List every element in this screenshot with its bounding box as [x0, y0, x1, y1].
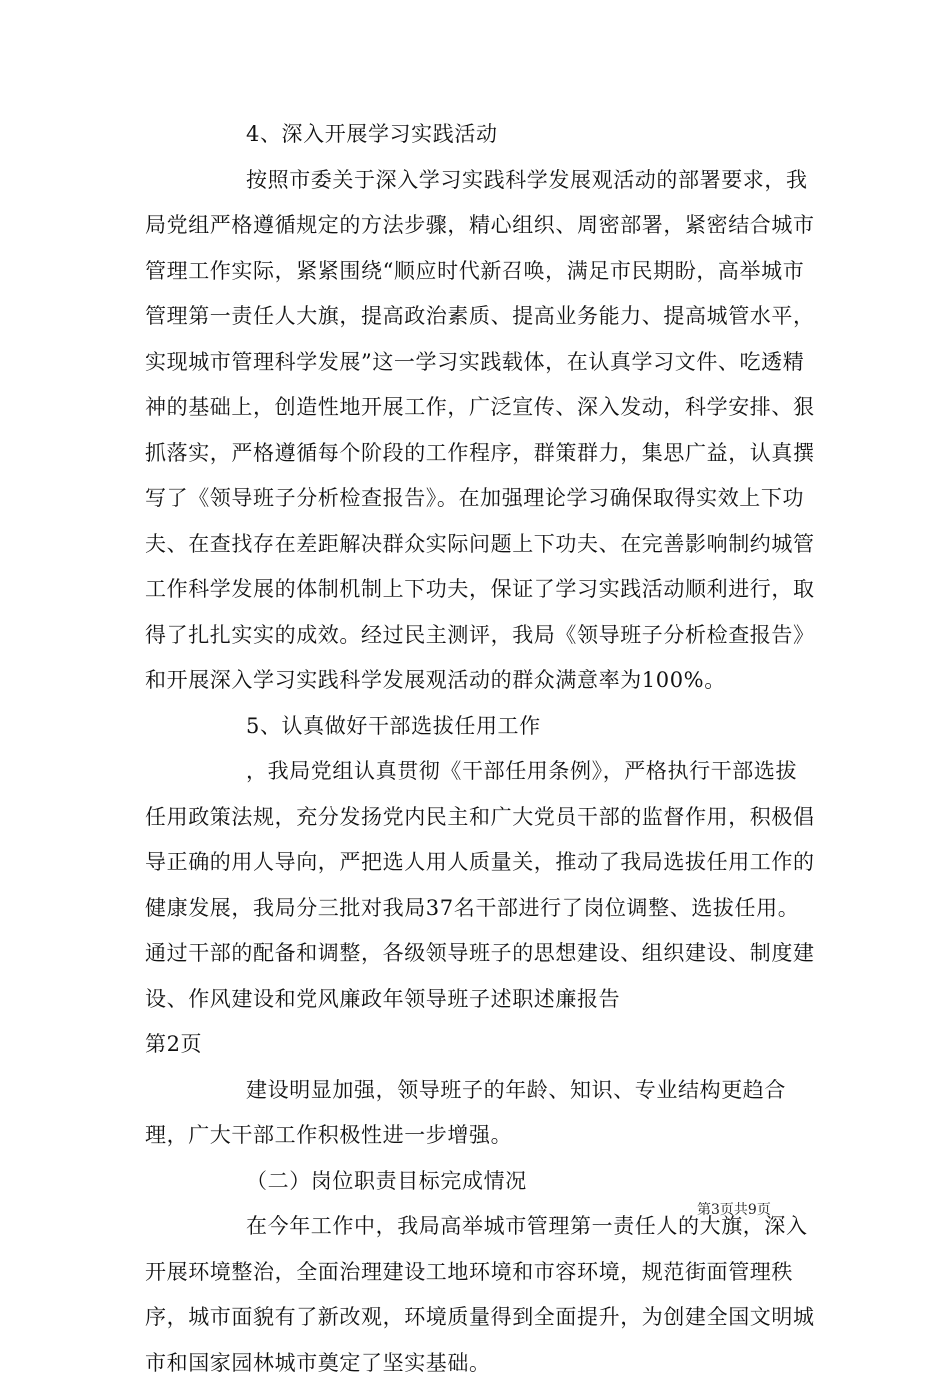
section-heading-2: （二）岗位职责目标完成情况 — [246, 1168, 527, 1193]
section-heading-5: 5、认真做好干部选拔任用工作 — [246, 713, 541, 738]
section-heading-4: 4、深入开展学习实践活动 — [246, 122, 498, 146]
document-body — [145, 112, 815, 1386]
page-number-footer: 第3页共9页 — [697, 1202, 771, 1218]
paragraph-team-building: 建设明显加强，领导班子的年龄、知识、专业结构更趋合理，广大干部工作积极性进一步增强。 — [145, 1077, 786, 1147]
inline-page-label: 第2页 — [145, 1032, 203, 1056]
paragraph-study-practice: 按照市委关于深入学习实践科学发展观活动的部署要求，我局党组严格遵循规定的方法步骤，精心组织、周密部署，紧密结合城市管理工作实际，紧紧围绕“顺应时代新召唤，满足市民期盼，高举城市管理第一责任人大旗，提高政治素质、提高业务能力、提高城管水平，实现城市管理科学发展”这一学习实践载体，在认真学习文件、吃透精神的基础上，创造性地开展工作，广泛宣传、深入发动，科学安排、狠抓落实，严格遵循每个阶段的工作程序，群策群力，集思广益，认真撰写了《领导班子分析检查报告》。在加强理论学习确保取得实效上下功夫、在查找存在差距解决群众实际问题上下功夫、在完善影响制约城管工作科学发展的体制机制上下功夫，保证了学习实践活动顺利进行，取得了扎扎实实的成效。经过民主测评，我局《领导班子分析检查报告》和开展深入学习实践科学发展观活动的群众满意率为100%。 — [145, 167, 815, 692]
paragraph-cadre-selection: ，我局党组认真贯彻《干部任用条例》，严格执行干部选拔任用政策法规，充分发扬党内民主和广大党员干部的监督作用，积极倡导正确的用人导向，严把选人用人质量关，推动了我局选拔任用工作的健康发展，我局分三批对我局37名干部进行了岗位调整、选拔任用。通过干部的配备和调整，各级领导班子的思想建设、组织建设、制度建设、作风建设和党风廉政年领导班子述职述廉报告 — [145, 759, 815, 1011]
paragraph-job-targets: 在今年工作中，我局高举城市管理第一责任人的大旗，深入开展环境整治，全面治理建设工地环境和市容环境，规范街面管理秩序，城市面貌有了新改观，环境质量得到全面提升，为创建全国文明城市和国家园林城市奠定了坚实基础。 — [145, 1214, 815, 1375]
